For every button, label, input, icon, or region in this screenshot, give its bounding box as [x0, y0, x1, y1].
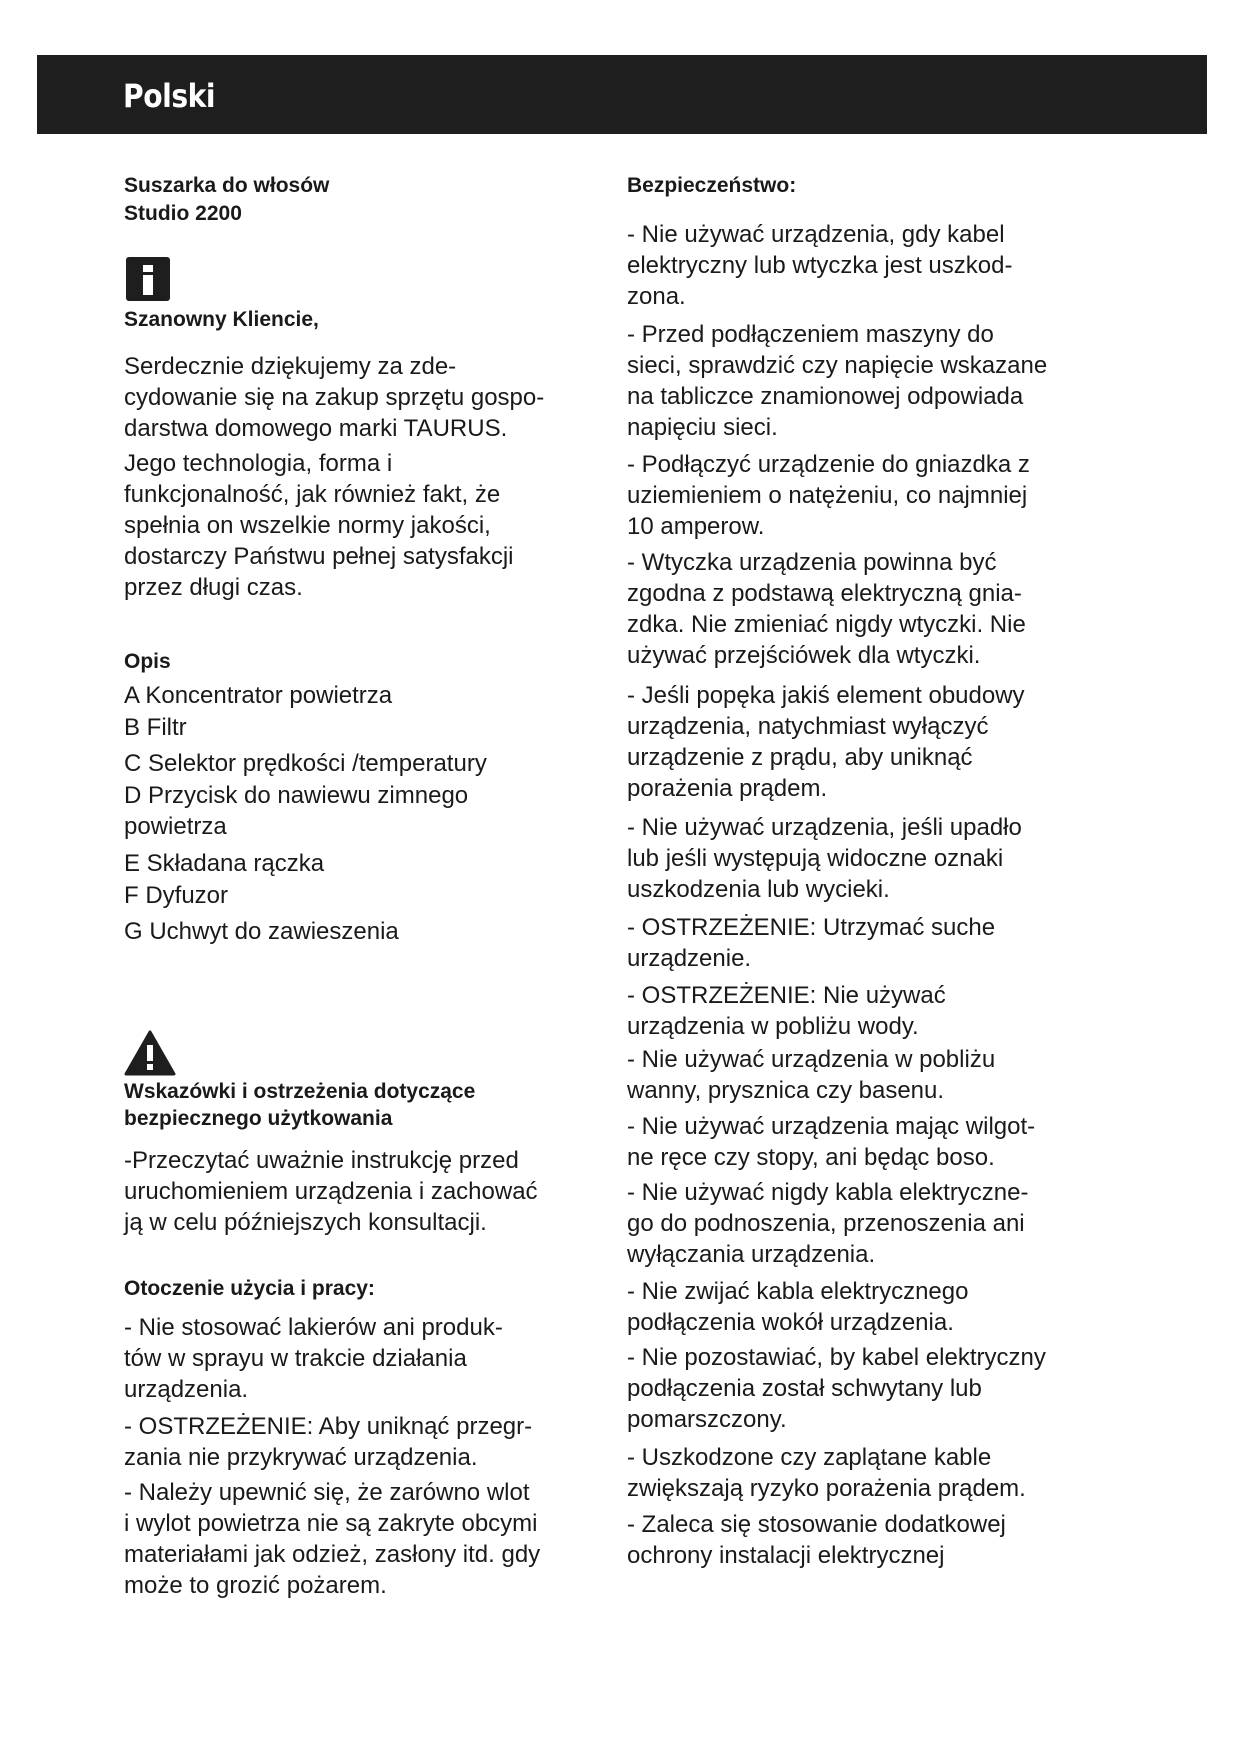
description-item: G Uchwyt do zawieszenia — [124, 918, 399, 945]
safety-item: - OSTRZEŻENIE: Utrzymać suche urządzenie. — [627, 914, 996, 972]
product-name: Suszarka do włosów — [124, 174, 330, 197]
environment-item: - Należy upewnić się, że zarówno wlot i wylot powietrza nie są zakryte obcymi materiałami jak odzież, zasłony itd. gdy może to grozić pożarem. — [124, 1479, 541, 1599]
intro-paragraph-1: Serdecznie dziękujemy za zde- cydowanie się na zakup sprzętu gospo- darstwa domowego marki TAURUS. — [124, 353, 545, 442]
safety-item: - Zaleca się stosowanie dodatkowej ochrony instalacji elektrycznej — [627, 1511, 1006, 1569]
environment-heading: Otoczenie użycia i pracy: — [124, 1277, 375, 1300]
description-item: C Selektor prędkości /temperatury — [124, 750, 487, 777]
greeting: Szanowny Kliencie, — [124, 308, 319, 331]
safety-section-heading: Bezpieczeństwo: — [627, 174, 797, 197]
environment-item: - Nie stosować lakierów ani produk- tów w sprayu w trakcie działania urządzenia. — [124, 1314, 503, 1403]
safety-item: - Nie używać urządzenia, gdy kabel elektryczny lub wtyczka jest uszkod- zona. — [627, 221, 1013, 310]
safety-item: - Nie używać urządzenia mając wilgot- ne ręce czy stopy, ani będąc boso. — [627, 1113, 1036, 1171]
intro-paragraph-2: Jego technologia, forma i funkcjonalność, jak również fakt, że spełnia on wszelkie normy jakości, dostarczy Państwu pełnej satysfakcji przez długi czas. — [124, 450, 514, 601]
safety-item: - Jeśli popęka jakiś element obudowy urządzenia, natychmiast wyłączyć urządzenie z prądu, aby uniknąć porażenia prądem. — [627, 682, 1025, 802]
safety-item: - Nie używać urządzenia, jeśli upadło lub jeśli występują widoczne oznaki uszkodzenia lub wycieki. — [627, 814, 1022, 903]
language-header-bar — [37, 55, 1207, 134]
safety-item: - Nie zwijać kabla elektrycznego podłączenia wokół urządzenia. — [627, 1278, 969, 1336]
safety-item: - Uszkodzone czy zaplątane kable zwiększają ryzyko porażenia prądem. — [627, 1444, 1026, 1502]
description-item: B Filtr — [124, 714, 187, 741]
description-item: F Dyfuzor — [124, 882, 229, 909]
description-item: A Koncentrator powietrza — [124, 682, 393, 709]
safety-item: - Wtyczka urządzenia powinna być zgodna z podstawą elektryczną gnia- zdka. Nie zmieniać nigdy wtyczki. Nie używać przejściówek dla wtyczki. — [627, 549, 1026, 669]
environment-item: - OSTRZEŻENIE: Aby uniknąć przegr- zania nie przykrywać urządzenia. — [124, 1413, 533, 1471]
product-model: Studio 2200 — [124, 202, 242, 225]
description-item: E Składana rączka — [124, 850, 325, 877]
safety-item: - Nie używać nigdy kabla elektryczne- go do podnoszenia, przenoszenia ani wyłączania urządzenia. — [627, 1179, 1029, 1268]
language-title: Polski — [123, 77, 216, 115]
safety-item: - Nie pozostawiać, by kabel elektryczny podłączenia został schwytany lub pomarszczony. — [627, 1344, 1046, 1433]
safety-item: - Przed podłączeniem maszyny do sieci, sprawdzić czy napięcie wskazane na tabliczce znamionowej odpowiada napięciu sieci. — [627, 321, 1048, 441]
description-item: D Przycisk do nawiewu zimnego powietrza — [124, 782, 469, 840]
warning-icon — [124, 1030, 176, 1076]
safety-text: -Przeczytać uważnie instrukcję przed uruchomieniem urządzenia i zachować ją w celu późniejszych konsultacji. — [124, 1147, 538, 1236]
safety-heading: Wskazówki i ostrzeżenia dotyczące bezpiecznego użytkowania — [124, 1080, 476, 1130]
safety-item: - Podłączyć urządzenie do gniazdka z uziemieniem o natężeniu, co najmniej 10 amperow. — [627, 451, 1030, 540]
safety-item: - Nie używać urządzenia w pobliżu wanny, prysznica czy basenu. — [627, 1046, 996, 1104]
safety-item: - OSTRZEŻENIE: Nie używać urządzenia w pobliżu wody. — [627, 982, 946, 1040]
description-heading: Opis — [124, 650, 171, 673]
info-icon — [124, 255, 172, 303]
